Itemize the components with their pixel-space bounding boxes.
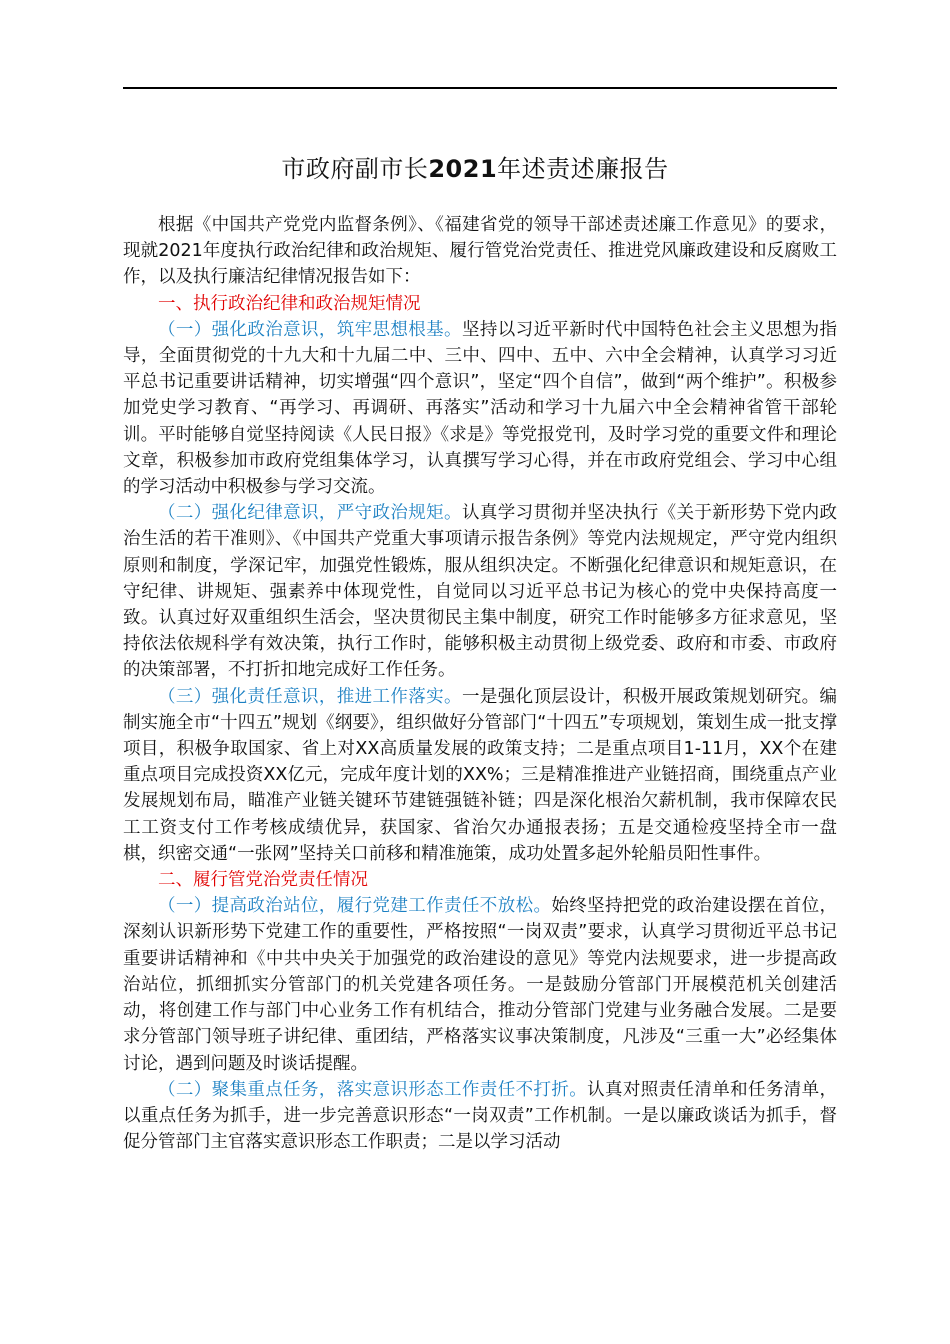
header-rule <box>123 87 837 89</box>
document-body <box>123 212 837 1155</box>
subheading: （三）强化责任意识，推进工作落实。 <box>158 686 462 707</box>
document-title <box>0 151 950 187</box>
section-2-item-2 <box>123 1077 837 1156</box>
subheading: （二）聚集重点任务，落实意识形态工作责任不打折。 <box>158 1079 588 1100</box>
item-text: 一是强化顶层设计，积极开展政策规划研究。编制实施全市“十四五”规划《纲要》，组织做好分管部门“十四五”专项规划，策划生成一批支撑项目，积极争取国家、省上对XX高质量发展的政策支持；二是重点项目1-11月，XX个在建重点项目完成投资XX亿元，完成年度计划的XX%；三是精准推进产业链招商，围绕重点产业发展规划布局，瞄准产业链关键环节建链强链补链；四是深化根治欠薪机制，我市保障农民工工资支付工作考核成绩优异，获国家、省治欠办通报表扬；五是交通检疫坚持全市一盘棋，织密交通“一张网”坚持关口前移和精准施策，成功处置多起外轮船员阳性事件。 <box>123 686 838 864</box>
section-heading-1: 一、执行政治纪律和政治规矩情况 <box>158 293 421 314</box>
subheading: （一）强化政治意识，筑牢思想根基。 <box>158 319 462 340</box>
item-text: 认真对照责任清单和任务清单，以重点任务为抓手，进一步完善意识形态“一岗双责”工作机制。一是以廉政谈话为抓手，督促分管部门主官落实意识形态工作职责；二是以学习活动 <box>123 1079 838 1153</box>
section-1-item-1 <box>123 317 837 500</box>
section-1-item-2 <box>123 500 837 683</box>
title-prefix: 市政府副市长 <box>281 155 429 183</box>
section-2-item-1 <box>123 893 837 1076</box>
item-text: 始终坚持把党的政治建设摆在首位，深刻认识新形势下党建工作的重要性，严格按照“一岗双责”要求，认真学习贯彻近平总书记重要讲话精神和《中共中央关于加强党的政治建设的意见》等党内法规要求，进一步提高政治站位，抓细抓实分管部门的机关党建各项任务。一是鼓励分管部门开展模范机关创建活动，将创建工作与部门中心业务工作有机结合，推动分管部门党建与业务融合发展。二是要求分管部门领导班子讲纪律、重团结，严格落实议事决策制度，凡涉及“三重一大”必经集体讨论，遇到问题及时谈话提醒。 <box>123 896 838 1074</box>
subheading: （一）提高政治站位，履行党建工作责任不放松。 <box>158 896 552 917</box>
item-text: 认真学习贯彻并坚决执行《关于新形势下党内政治生活的若干准则》、《中国共产党重大事项请示报告条例》等党内法规规定，严守党内组织原则和制度，学深记牢，加强党性锻炼，服从组织决定。不断强化纪律意识和规矩意识，在守纪律、讲规矩、强素养中体现党性，自觉同以习近平总书记为核心的党中央保持高度一致。认真过好双重组织生活会，坚决贯彻民主集中制度，研究工作时能够多方征求意见，坚持依法依规科学有效决策，执行工作时，能够积极主动贯彻上级党委、政府和市委、市政府的决策部署，不打折扣地完成好工作任务。 <box>123 503 838 681</box>
title-suffix: 年述责述廉报告 <box>497 155 669 183</box>
section-1-item-3 <box>123 684 837 867</box>
intro-paragraph: 根据《中国共产党党内监督条例》、《福建省党的领导干部述责述廉工作意见》的要求，现就2021年度执行政治纪律和政治规矩、履行管党治党责任、推进党风廉政建设和反腐败工作，以及执行廉洁纪律情况报告如下： <box>123 215 837 288</box>
item-text: 坚持以习近平新时代中国特色社会主义思想为指导，全面贯彻党的十九大和十九届二中、三中、四中、五中、六中全会精神，认真学习习近平总书记重要讲话精神，切实增强“四个意识”，坚定“四个自信”，做到“两个维护”。积极参加党史学习教育、“再学习、再调研、再落实”活动和学习十九届六中全会精神省管干部轮训。平时能够自觉坚持阅读《人民日报》《求是》等党报党刊，及时学习党的重要文件和理论文章，积极参加市政府党组集体学习，认真撰写学习心得，并在市政府党组会、学习中心组的学习活动中积极参与学习交流。 <box>123 319 838 498</box>
title-year: 2021 <box>428 155 498 183</box>
subheading: （二）强化纪律意识，严守政治规矩。 <box>158 503 462 524</box>
section-heading-2: 二、履行管党治党责任情况 <box>158 870 368 891</box>
